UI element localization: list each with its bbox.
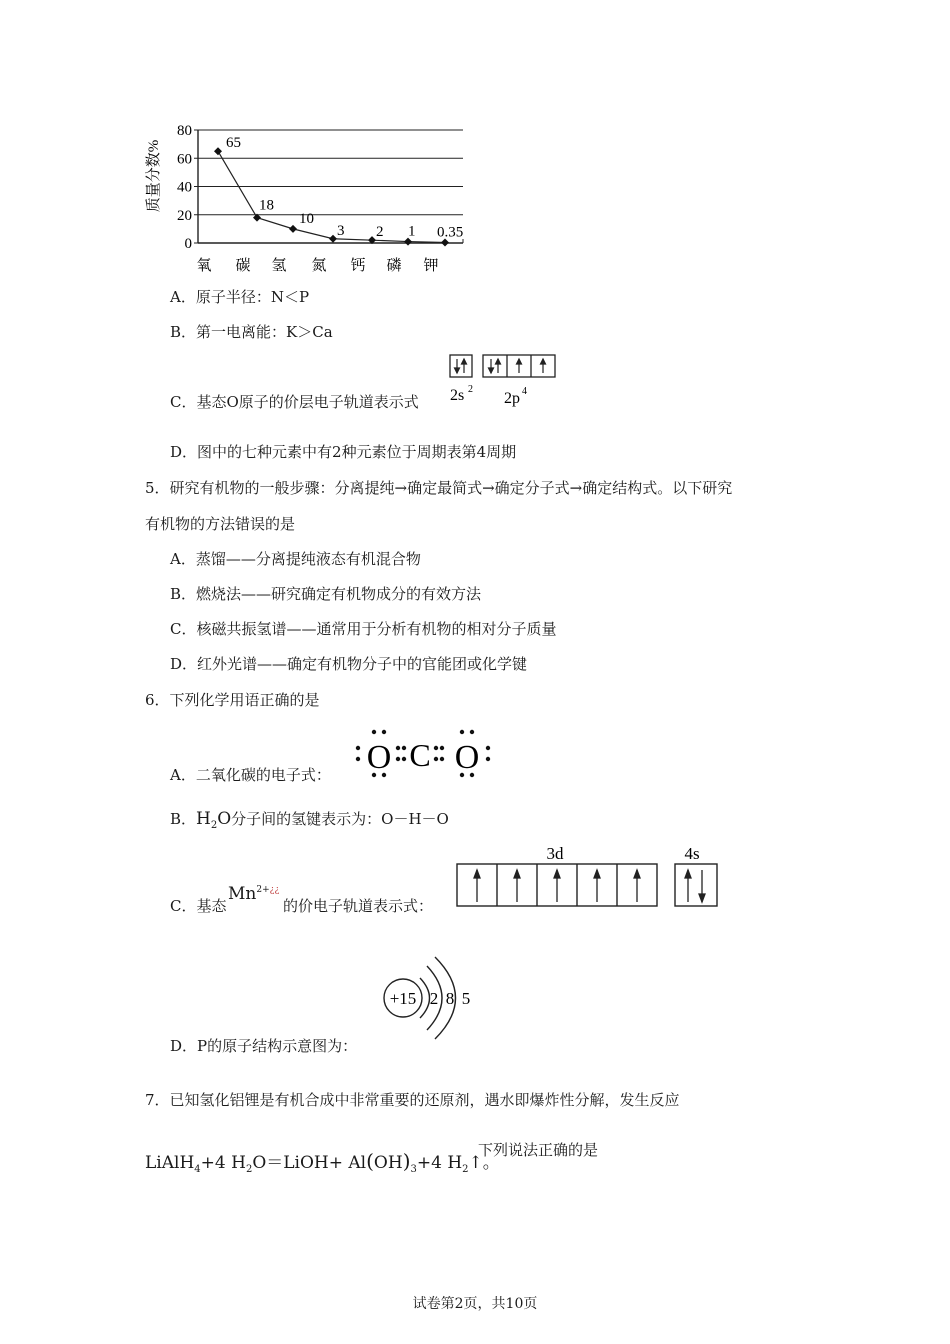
- x-tick-label: 氢: [271, 258, 287, 274]
- eq-part: LiAlH: [145, 1153, 195, 1173]
- q5-option-b: B．燃烧法——研究确定有机物成分的有效方法: [170, 585, 482, 603]
- chart-series: [214, 135, 463, 246]
- orbital-label-2p: 2p: [504, 390, 520, 407]
- q6-option-a: A．二氧化碳的电子式：: [170, 766, 331, 784]
- y-tick-label: 40: [177, 179, 192, 196]
- water-h: H: [196, 809, 211, 829]
- co2-oxygen-right: O: [454, 739, 480, 776]
- chart-y-ticks: [177, 123, 192, 252]
- orbital-label-2s-sup: 2: [468, 384, 473, 395]
- shell-electrons-2: 8: [445, 989, 455, 1008]
- eq-part: O＝LiOH+ Al: [252, 1153, 367, 1173]
- o-orbital-diagram: [448, 352, 563, 412]
- data-label: 65: [226, 135, 241, 152]
- data-point: [329, 235, 337, 243]
- eq-sub: 2: [245, 1164, 253, 1175]
- y-tick-label: 60: [177, 151, 192, 168]
- q6-option-c-suffix: 的价电子轨道表示式：: [283, 897, 434, 915]
- q4-option-a: A．原子半径：N＜P: [170, 288, 310, 306]
- data-point: [214, 147, 222, 155]
- q5-option-a: A．蒸馏——分离提纯液态有机混合物: [170, 550, 421, 568]
- q5-option-d: D．红外光谱——确定有机物分子中的官能团或化学键: [170, 655, 528, 673]
- q6-stem: 6．下列化学用语正确的是: [145, 691, 320, 709]
- eq-sub: 3: [410, 1164, 417, 1175]
- q6-option-d: D．P的原子结构示意图为：: [170, 1037, 358, 1055]
- water-sub: 2: [210, 820, 218, 831]
- eq-sub: 4: [194, 1164, 201, 1175]
- data-point: [289, 225, 297, 233]
- x-tick-label: 钙: [350, 258, 366, 274]
- orbital-label-3d: 3d: [546, 844, 564, 863]
- mn-symbol: Mn: [228, 884, 257, 904]
- data-label: 2: [376, 224, 384, 241]
- mn-orbital-diagram: [452, 844, 724, 910]
- q4-option-c: C．基态O原子的价层电子轨道表示式: [170, 393, 419, 411]
- eq-part: ↑。: [468, 1153, 500, 1173]
- q6-option-b-label: B．: [170, 810, 197, 828]
- shell-electrons-3: 5: [461, 989, 471, 1008]
- q7-stem: 7．已知氢化铝锂是有机合成中非常重要的还原剂，遇水即爆炸性分解，发生反应: [145, 1091, 680, 1109]
- p-atomic-structure-diagram: [375, 955, 485, 1045]
- data-label: 1: [408, 223, 416, 240]
- q4-option-b: B．第一电离能：K＞Ca: [170, 323, 333, 341]
- q5-stem-line2: 有机物的方法错误的是: [145, 515, 296, 533]
- co2-electron-dot-formula: [350, 726, 500, 782]
- eq-part: +4 H: [200, 1153, 246, 1173]
- q5-option-c: C．核磁共振氢谱——通常用于分析有机物的相对分子质量: [170, 620, 557, 638]
- orbital-label-2p-sup: 4: [522, 386, 527, 397]
- q6-option-b: [170, 809, 449, 836]
- q5-stem-line1: 5．研究有机物的一般步骤：分离提纯→确定最简式→确定分子式→确定结构式。以下研究: [145, 479, 733, 497]
- data-label: 18: [259, 197, 274, 214]
- eq-part: +4 H: [416, 1153, 463, 1173]
- q4-option-d: D．图中的七种元素中有2种元素位于周期表第4周期: [170, 443, 517, 461]
- eq-paren-open: (: [366, 1149, 374, 1173]
- co2-carbon: C: [409, 737, 431, 773]
- data-label: 0.35: [437, 224, 464, 241]
- orbital-4s-box: [675, 864, 717, 906]
- shell-electrons-1: 2: [429, 989, 439, 1008]
- y-tick-label: 20: [177, 207, 192, 224]
- page-footer: 试卷第2页，共10页: [412, 1296, 538, 1312]
- orbital-label-4s: 4s: [684, 844, 700, 863]
- water-formula: [196, 809, 231, 829]
- mn-ion: [228, 880, 279, 904]
- q7-equation: [145, 1150, 500, 1181]
- mn-artifact: ¿¿: [269, 885, 280, 895]
- data-label: 3: [337, 222, 345, 239]
- orbital-label-2s: 2s: [450, 387, 465, 404]
- chart-x-ticks: [196, 257, 438, 274]
- data-label: 10: [299, 210, 314, 227]
- x-tick-label: 磷: [386, 258, 402, 274]
- q6-option-c-prefix: C．基态: [170, 897, 227, 915]
- y-tick-label: 80: [177, 123, 192, 139]
- co2-oxygen-left: O: [366, 739, 392, 776]
- mass-fraction-chart: [140, 118, 480, 278]
- mn-charge: 2+: [256, 885, 270, 895]
- water-o: O: [217, 809, 232, 829]
- chart-y-label: 质量分数%: [146, 139, 162, 213]
- x-tick-label: 碳: [235, 258, 251, 274]
- orbital-box: [450, 355, 472, 377]
- eq-part: OH: [373, 1153, 403, 1173]
- x-tick-label: 氮: [311, 258, 327, 274]
- x-tick-label: 钾: [423, 258, 439, 274]
- eq-paren-close: ): [402, 1149, 411, 1173]
- eq-sub: 2: [462, 1164, 469, 1175]
- q6-option-b-text: 分子间的氢键表示为：O－H－O: [231, 810, 449, 828]
- q7-tail: 下列说法正确的是: [478, 1141, 599, 1159]
- x-tick-label: 氧: [196, 258, 212, 274]
- y-tick-label: 0: [184, 236, 192, 252]
- nucleus-charge: +15: [389, 989, 417, 1008]
